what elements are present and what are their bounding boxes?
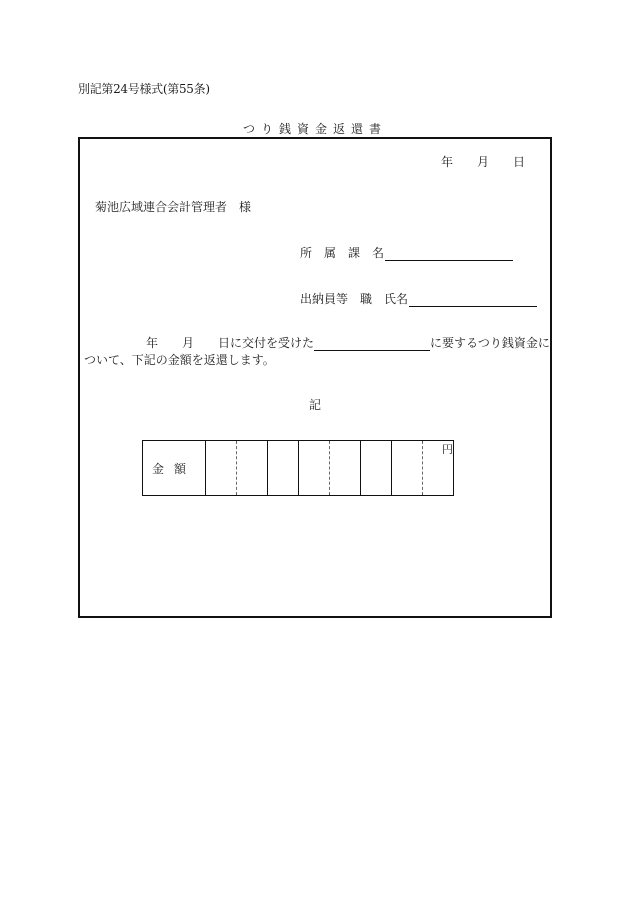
date-month: 月 — [477, 155, 490, 169]
amount-digit-cell[interactable] — [330, 441, 361, 496]
document-title: つり銭資金返還書 — [242, 122, 387, 136]
body-month: 月 — [182, 336, 195, 350]
cashier-field — [300, 290, 537, 307]
body-delivered-text: 日に交付を受けた — [218, 336, 315, 350]
form-reference: 別記第24号様式(第55条) — [78, 82, 210, 96]
body-line-2: ついて、下記の金額を返還します。 — [84, 353, 275, 367]
department-blank[interactable] — [385, 248, 513, 261]
amount-digit-cell[interactable] — [361, 441, 392, 496]
yen-unit: 円 — [442, 443, 453, 456]
body-line-1 — [84, 334, 550, 351]
department-field — [300, 244, 513, 261]
purpose-blank[interactable] — [314, 338, 430, 351]
date-day: 日 — [513, 155, 526, 169]
department-label: 所 属 課 名 — [300, 246, 385, 260]
date-year: 年 — [441, 155, 454, 169]
amount-digit-cell[interactable] — [299, 441, 330, 496]
amount-label: 金額 — [143, 441, 206, 496]
amount-table — [142, 440, 454, 496]
amount-digit-cell[interactable] — [206, 441, 237, 496]
amount-yen-cell[interactable] — [423, 441, 454, 496]
ki-heading: 記 — [308, 398, 321, 412]
body-purpose-suffix: に要するつり銭資金に — [430, 336, 550, 350]
date-row — [441, 153, 525, 170]
cashier-name-blank[interactable] — [409, 294, 537, 307]
body-year: 年 — [146, 336, 159, 350]
amount-digit-cell[interactable] — [268, 441, 299, 496]
cashier-label: 出納員等 職 氏名 — [300, 292, 409, 306]
addressee: 菊池広域連合会計管理者 様 — [95, 200, 252, 214]
amount-digit-cell[interactable] — [392, 441, 423, 496]
amount-digit-cell[interactable] — [237, 441, 268, 496]
